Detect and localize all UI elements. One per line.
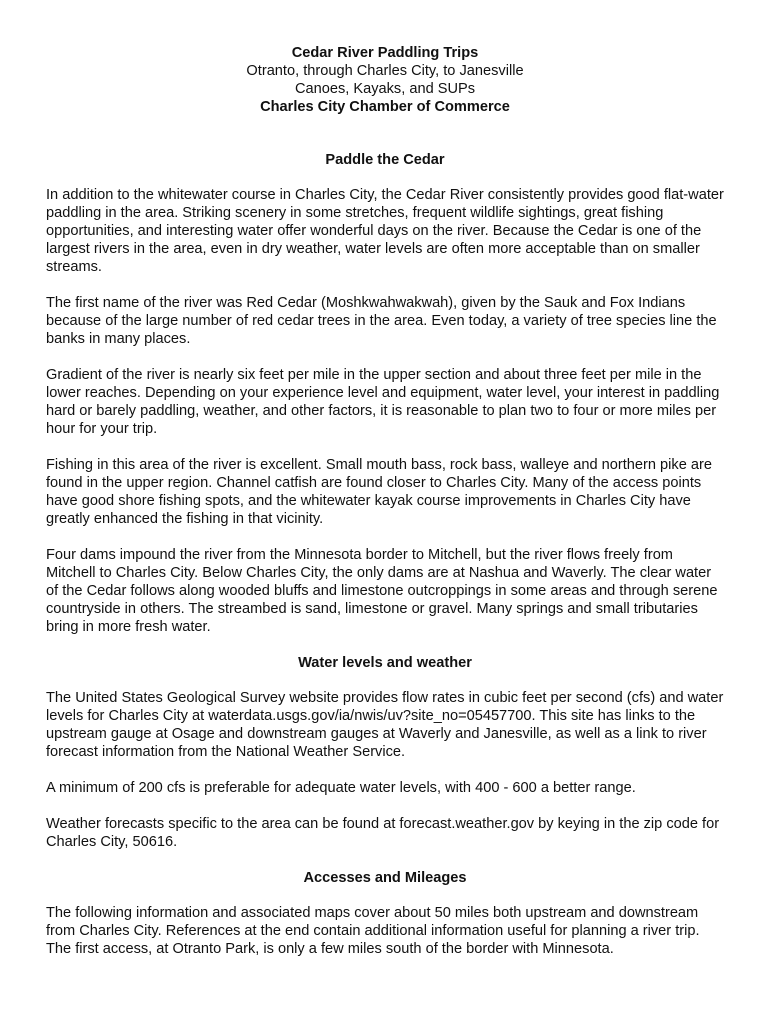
- route-line: Otranto, through Charles City, to Janesville: [246, 63, 524, 79]
- paragraph: Gradient of the river is nearly six feet per mile in the upper section and about three feet per mile in the lower reaches. Depending on your experience level and equipment, water level, your interest in paddling hard or barely paddling, weather, and other factors, it is reasonable to plan two to four or more miles per hour for your trip.: [46, 367, 720, 437]
- paragraph: A minimum of 200 cfs is preferable for adequate water levels, with 400 - 600 a better range.: [46, 780, 636, 796]
- document-title: Cedar River Paddling Trips: [291, 45, 479, 61]
- section-heading-water: Water levels and weather: [298, 655, 472, 671]
- paragraph: Four dams impound the river from the Minnesota border to Mitchell, but the river flows freely from Mitchell to Charles City. Below Charles City, the only dams are at Nashua and Waverly. The clear water of the Cedar follows along wooded bluffs and limestone outcroppings in some areas and through serene countryside in others. The streambed is sand, limestone or gravel. Many springs and small tributaries bring in more fresh water.: [46, 547, 718, 635]
- paragraph: The United States Geological Survey website provides flow rates in cubic feet per second (cfs) and water levels for Charles City at waterdata.usgs.gov/ia/nwis/uv?site_no=05457700. This site has links to the upstream gauge at Osage and downstream gauges at Waverly and Janesville, as well as a link to river forecast information from the National Weather Service.: [46, 690, 724, 760]
- document-header: [46, 44, 724, 116]
- craft-line: Canoes, Kayaks, and SUPs: [294, 81, 476, 97]
- paragraph: The first name of the river was Red Cedar (Moshkwahwakwah), given by the Sauk and Fox Indians because of the large number of red cedar trees in the area. Even today, a variety of tree species line the banks in many places.: [46, 295, 717, 347]
- section-heading-paddle: Paddle the Cedar: [325, 152, 445, 168]
- section-heading-access: Accesses and Mileages: [303, 870, 467, 886]
- paragraph: In addition to the whitewater course in Charles City, the Cedar River consistently provides good flat-water paddling in the area. Striking scenery in some stretches, frequent wildlife sightings, great fishing opportunities, and interesting water offer wonderful days on the river. Because the Cedar is one of the largest rivers in the area, even in dry weather, water levels are often more acceptable than on smaller streams.: [46, 187, 724, 275]
- organization-name: Charles City Chamber of Commerce: [260, 99, 510, 115]
- paragraph: Fishing in this area of the river is excellent. Small mouth bass, rock bass, walleye and northern pike are found in the upper region. Channel catfish are found closer to Charles City. Many of the access points have good shore fishing spots, and the whitewater kayak course improvements in Charles City have greatly enhanced the fishing in that vicinity.: [46, 457, 712, 527]
- paragraph: The following information and associated maps cover about 50 miles both upstream and downstream from Charles City. References at the end contain additional information useful for planning a river trip. The first access, at Otranto Park, is only a few miles south of the border with Minnesota.: [46, 905, 700, 957]
- paragraph: Weather forecasts specific to the area can be found at forecast.weather.gov by keying in the zip code for Charles City, 50616.: [46, 816, 720, 850]
